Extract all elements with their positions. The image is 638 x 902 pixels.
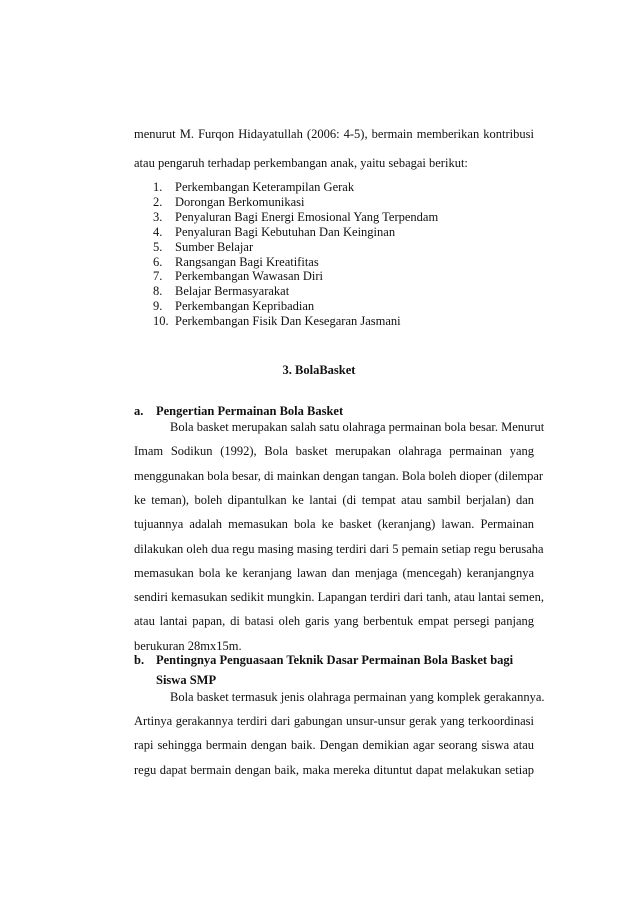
paragraph-line: ke teman), boleh dipantulkan ke lantai (di tempat atau sambil berjalan) dan (134, 493, 534, 507)
paragraph-line: berukuran 28mx15m. (134, 639, 242, 653)
list-item (153, 299, 438, 314)
list-text: Belajar Bermasyarakat (175, 284, 290, 299)
list-number: 3. (153, 209, 163, 224)
subsection-a-heading (134, 403, 534, 419)
list-item (153, 255, 438, 270)
list-text: Perkembangan Keterampilan Gerak (175, 180, 355, 194)
subsection-b-heading (134, 652, 534, 668)
list-number: 8. (153, 284, 163, 299)
list-number: 5. (153, 239, 163, 254)
paragraph-line: sendiri kemasukan sedikit mungkin. Lapangan terdiri dari tanh, atau lantai semen, (134, 590, 544, 604)
paragraph-line: rapi sehingga bermain dengan baik. Dengan demikian agar seorang siswa atau (134, 738, 534, 752)
list-number: 10. (153, 314, 169, 329)
subsection-title: Pentingnya Penguasaan Teknik Dasar Permainan Bola Basket bagi (156, 653, 514, 667)
paragraph-line: Imam Sodikun (1992), Bola basket merupakan olahraga permainan yang (134, 444, 534, 458)
list-number: 6. (153, 254, 163, 269)
list-item (153, 180, 438, 195)
paragraph-line: Bola basket termasuk jenis olahraga permainan yang komplek gerakannya. (170, 690, 545, 704)
list-text: Rangsangan Bagi Kreatifitas (175, 254, 319, 269)
paragraph-line: atau lantai papan, di batasi oleh garis yang berbentuk empat persegi panjang (134, 614, 534, 628)
list-text: Sumber Belajar (175, 239, 254, 254)
list-item (153, 269, 438, 284)
list-text: Dorongan Berkomunikasi (175, 194, 305, 209)
paragraph-line: memasukan bola ke keranjang lawan dan menjaga (mencegah) keranjangnya (134, 566, 534, 580)
list-text: Perkembangan Kepribadian (175, 299, 315, 314)
subsection-marker: a. (134, 404, 144, 418)
list-text: Penyaluran Bagi Energi Emosional Yang Terpendam (175, 209, 439, 224)
list-number: 2. (153, 194, 163, 209)
list-item (153, 210, 438, 225)
intro-line-2: atau pengaruh terhadap perkembangan anak, yaitu sebagai berikut: (134, 156, 468, 170)
paragraph-line: tujuannya adalah memasukan bola ke basket (keranjang) lawan. Permainan (134, 517, 534, 531)
list-text: Perkembangan Fisik Dan Kesegaran Jasmani (175, 314, 401, 329)
list-item (153, 195, 438, 210)
list-number: 4. (153, 224, 163, 239)
list-item (153, 314, 438, 329)
list-number: 7. (153, 269, 163, 284)
list-text: Perkembangan Wawasan Diri (175, 269, 324, 284)
list-item (153, 284, 438, 299)
paragraph-line: dilakukan oleh dua regu masing masing terdiri dari 5 pemain setiap regu berusaha (134, 542, 544, 556)
subsection-b-heading-cont: Siswa SMP (156, 673, 217, 687)
intro-line-1: menurut M. Furqon Hidayatullah (2006: 4-5), bermain memberikan kontribusi (134, 127, 534, 141)
contribution-list (153, 180, 438, 329)
list-item (153, 240, 438, 255)
list-text: Penyaluran Bagi Kebutuhan Dan Keinginan (175, 224, 396, 239)
subsection-title: Pengertian Permainan Bola Basket (156, 404, 344, 418)
paragraph-line: menggunakan bola besar, di mainkan dengan tangan. Bola boleh dioper (dilempar (134, 469, 544, 483)
paragraph-line: regu dapat bermain dengan baik, maka mereka dituntut dapat melakukan setiap (134, 763, 534, 777)
list-number: 1. (153, 180, 163, 194)
paragraph-line: Artinya gerakannya terdiri dari gabungan unsur-unsur gerak yang terkoordinasi (134, 714, 534, 728)
section-title: 3. BolaBasket (282, 363, 356, 377)
paragraph-line: Bola basket merupakan salah satu olahraga permainan bola besar. Menurut (170, 420, 545, 434)
list-number: 9. (153, 299, 163, 314)
subsection-marker: b. (134, 653, 145, 667)
list-item (153, 225, 438, 240)
